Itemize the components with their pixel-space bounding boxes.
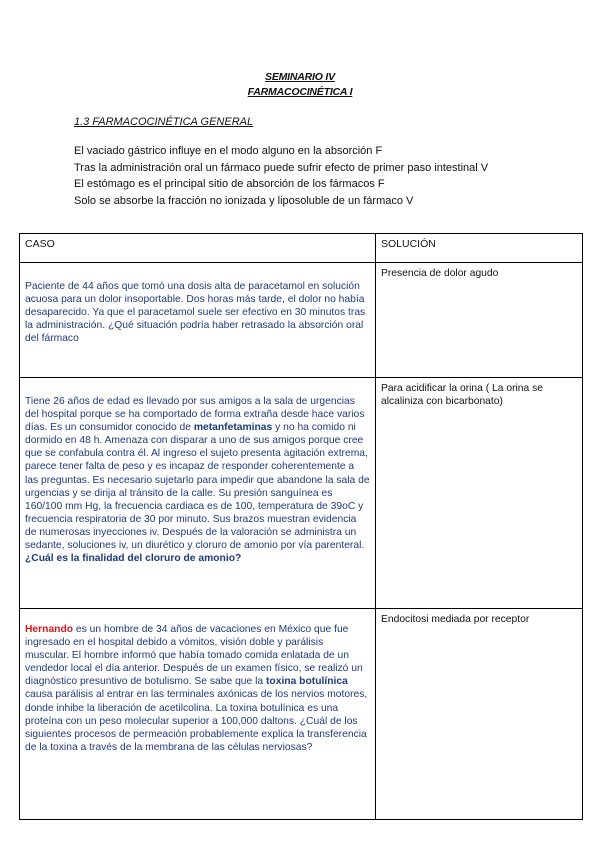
case-cell: Paciente de 44 años que tomó una dosis alta de paracetamol en solución acuosa para un dolor insoportable. Dos horas más tarde, el dolor no había desaparecido. Ya que el paracetamol suele ser efectivo en 30 minutos tras la administración. ¿Qué situación podría haber retrasado la absorción oral del fármaco	[20, 263, 376, 378]
case-emphasis: toxina botulínica	[266, 676, 348, 688]
statement-item: El estómago es el principal sitio de absorción de los fármacos F	[74, 178, 385, 190]
case-text: y no ha comido ni dormido en 48 h. Amenaza con disparar a uno de sus amigos porque cree que se confabula contra él. Al ingreso el sujeto presenta agitación extrema, parece tener falta de peso y es incapaz de responder coherentemente a las preguntas. Es necesario sujetarlo para impedir que abandone la sala de urgencias y se dirija al tránsito de la calle. Su presión sanguínea es 160/100 mm Hg, la frecuencia cardiaca es de 100, temperatura de 39oC y frecuencia respiratoria de 30 por minuto. Sus brazos muestran evidencia de numerosas inyecciones iv. Después de la valoración se administra un sedante, soluciones iv, un diurético y cloruro de amonio por vía parenteral.	[25, 422, 370, 552]
solution-cell: Endocitosi mediada por receptor	[376, 609, 583, 820]
case-text: es un hombre de 34 años de vacaciones en México que fue ingresado en el hospital debido a vómitos, visión doble y parálisis muscular. El hombre informó que había tomado comida enlatada de un vendedor local el día anterior. Después de un examen físico, se realizó un diagnóstico presuntivo de botulismo. Se sabe que la	[25, 624, 363, 688]
document-title: SEMINARIO IV	[265, 71, 335, 83]
case-emphasis: metanfetaminas	[193, 422, 273, 434]
case-text: Tiene 26 años de edad es llevado por sus amigos a la sala de urgencias del hospital porque se ha comportado de forma extraña desde hace varios días. Es un consumidor conocido de	[25, 396, 365, 434]
statement-item: Tras la administración oral un fármaco puede sufrir efecto de primer paso intestinal V	[74, 161, 489, 174]
document-subtitle: FARMACOCINÉTICA I	[247, 86, 353, 98]
statement-item: El vaciado gástrico influye en el modo alguno en la absorción F	[74, 145, 383, 157]
solution-cell: Presencia de dolor agudo	[376, 263, 583, 378]
case-question: ¿Cuál es la finalidad del cloruro de amonio?	[25, 553, 242, 565]
header-solution: SOLUCIÓN	[376, 234, 583, 263]
statements-list	[74, 143, 488, 209]
table-header-row	[20, 234, 583, 263]
statement-item: Solo se absorbe la fracción no ionizada y liposoluble de un fármaco V	[74, 194, 414, 207]
header-case: CASO	[20, 234, 376, 263]
solution-cell: Para acidificar la orina ( La orina se alcaliniza con bicarbonato)	[376, 378, 583, 609]
section-heading: 1.3 FARMACOCINÉTICA GENERAL	[74, 116, 254, 128]
case-cell	[20, 609, 376, 820]
cases-table	[19, 233, 583, 820]
patient-name: Hernando	[25, 624, 74, 635]
table-row	[20, 609, 583, 820]
table-row	[20, 263, 583, 378]
case-text: causa parálisis al entrar en las terminales axónicas de los nervios motores, donde inhibe la liberación de acetilcolina. La toxina botulínica es una proteína con un peso molecular superior a 100,000 daltons. ¿Cuál de los siguientes procesos de permeación probablemente explica la transferencia de la toxina a través de la membrana de las células nerviosas?	[25, 689, 368, 753]
case-cell	[20, 378, 376, 609]
table-row	[20, 378, 583, 609]
